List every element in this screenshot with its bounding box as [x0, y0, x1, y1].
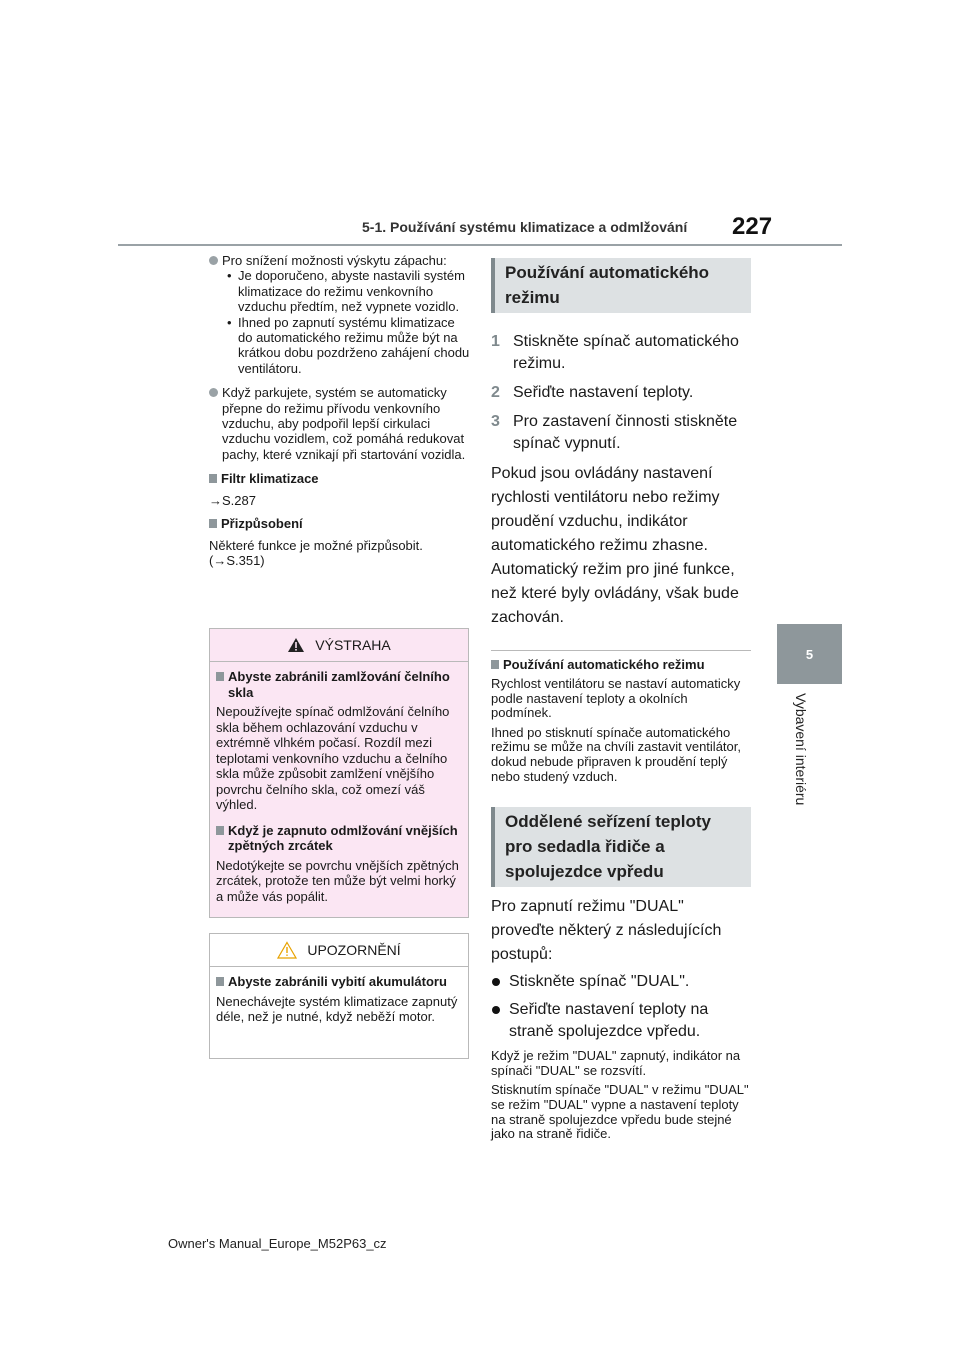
mirror-defog-heading: Když je zapnuto odmlžování vnějších zpětných zrcátek: [216, 823, 462, 854]
step-2: 2 Seřiďte nastavení teploty.: [491, 384, 694, 401]
customization-text: Některé funkce je možné přizpůsobit. (→S.351): [209, 537, 423, 568]
windshield-fog-heading: Abyste zabránili zamlžování čelního skla: [216, 669, 462, 700]
chapter-label: Vybavení interiéru: [793, 693, 809, 806]
bullet-dot-icon: [492, 1006, 500, 1014]
dual-mode-intro: Pro zapnutí režimu "DUAL" proveďte některý z následujících postupů:: [491, 898, 722, 964]
warning-triangle-icon: [287, 637, 305, 653]
caution-box: [209, 933, 469, 1059]
chapter-tab: [777, 624, 842, 684]
caution-title: UPOZORNĚNÍ: [307, 942, 401, 958]
warning-header: [210, 629, 468, 662]
square-bullet-icon: [216, 672, 224, 681]
dual-option-1: Stiskněte spínač "DUAL".: [491, 971, 751, 993]
square-bullet-icon: [216, 977, 224, 986]
dual-option-2: Seřiďte nastavení teploty na straně spolujezdce vpředu.: [491, 999, 751, 1043]
warning-title: VÝSTRAHA: [315, 637, 391, 653]
dual-mode-heading: Oddělené seřízení teploty pro sedadla řidiče a spolujezdce vpředu: [491, 807, 751, 887]
windshield-fog-text: Nepoužívejte spínač odmlžování čelního skla během ochlazování vzduchu v extrémně vlhkém počasí. Rozdíl mezi teplotami venkovního vzduchu a čelního skla může způsobit zamlžení vnějšího povrchu čelního skla, což omezí váš výhled.: [216, 704, 450, 812]
dual-note-1: Když je režim "DUAL" zapnutý, indikátor na spínači "DUAL" se rozsvítí.: [491, 1048, 741, 1078]
bullet-dot-icon: [209, 388, 218, 397]
mirror-defog-text: Nedotýkejte se povrchu vnějších zpětných zrcátek, protože ten může být velmi horký a může vás popálit.: [216, 857, 459, 904]
step-3: 3 Pro zastavení činnosti stiskněte spínač vypnutí.: [491, 413, 738, 452]
square-bullet-icon: [209, 519, 217, 528]
warning-box: [209, 628, 469, 918]
filter-reference: →S.287: [209, 492, 256, 508]
odor-bullet-intro: Pro snížení možnosti výskytu zápachu:: [222, 253, 447, 268]
caution-triangle-icon: [277, 941, 297, 959]
auto-mode-paragraph: Pokud jsou ovládány nastavení rychlosti ventilátoru nebo režimy proudění vzduchu, indikátor automatického režimu zhasne. Automatický režim pro jiné funkce, než které byly ovládány, však bude zachován.: [491, 465, 739, 626]
customization-heading: Přizpůsobení: [209, 516, 471, 531]
square-bullet-icon: [209, 474, 217, 483]
chapter-number: 5: [805, 646, 814, 662]
odor-bullet: [209, 253, 471, 376]
auto-note-text-1: Rychlost ventilátoru se nastaví automaticky podle nastavení teploty a okolních podmínek.: [491, 676, 741, 721]
bullet-dot-icon: [209, 256, 218, 265]
auto-note-text-2: Ihned po stisknutí spínače automatického režimu se může na chvíli zastavit ventilátor, dokud nebude připraven k proudění teplý nebo studený vzduch.: [491, 724, 741, 784]
left-column: [209, 253, 471, 576]
parking-bullet-text: Když parkujete, systém se automaticky přepne do režimu přívodu venkovního vzduchu, aby podpořil lepší cirkulaci vzduchu vozidlem, což pomáhá redukovat pachy, které vznikají při startování vozidla.: [222, 385, 466, 462]
right-column: [491, 258, 751, 1147]
square-bullet-icon: [491, 660, 499, 669]
footer-text: Owner's Manual_Europe_M52P63_cz: [168, 1236, 387, 1251]
battery-text: Nenechávejte systém klimatizace zapnutý déle, než je nutné, když neběží motor.: [216, 993, 458, 1024]
filter-heading: Filtr klimatizace: [209, 471, 471, 486]
section-title: 5-1. Používání systému klimatizace a odmlžování: [362, 219, 688, 235]
caution-header: [210, 934, 468, 967]
warning-body: [210, 662, 468, 904]
bullet-dot-icon: [492, 978, 500, 986]
square-bullet-icon: [216, 826, 224, 835]
caution-body: [210, 967, 468, 1025]
header-divider: [118, 244, 842, 246]
dual-note-2: Stisknutím spínače "DUAL" v režimu "DUAL" se režim "DUAL" vypne a nastavení teploty na straně spolujezdce vpředu bude stejné jako na straně řidiče.: [491, 1082, 749, 1142]
battery-heading: Abyste zabránili vybití akumulátoru: [216, 974, 462, 990]
step-1: 1 Stiskněte spínač automatického režimu.: [491, 333, 739, 372]
odor-subitem-2: • Ihned po zapnutí systému klimatizace do automatického režimu může být na krátkou dobu pozdrženo zahájení chodu ventilátoru.: [227, 314, 470, 376]
page-number: 227: [732, 213, 773, 240]
odor-subitem-1: • Je doporučeno, abyste nastavili systém klimatizace do režimu venkovního vzduchu předtím, než vypnete vozidlo.: [227, 268, 465, 315]
section-divider: [491, 650, 751, 651]
auto-mode-heading: Používání automatického režimu: [491, 258, 751, 313]
parking-bullet: [209, 385, 471, 462]
auto-note-heading: Používání automatického režimu: [491, 657, 751, 673]
